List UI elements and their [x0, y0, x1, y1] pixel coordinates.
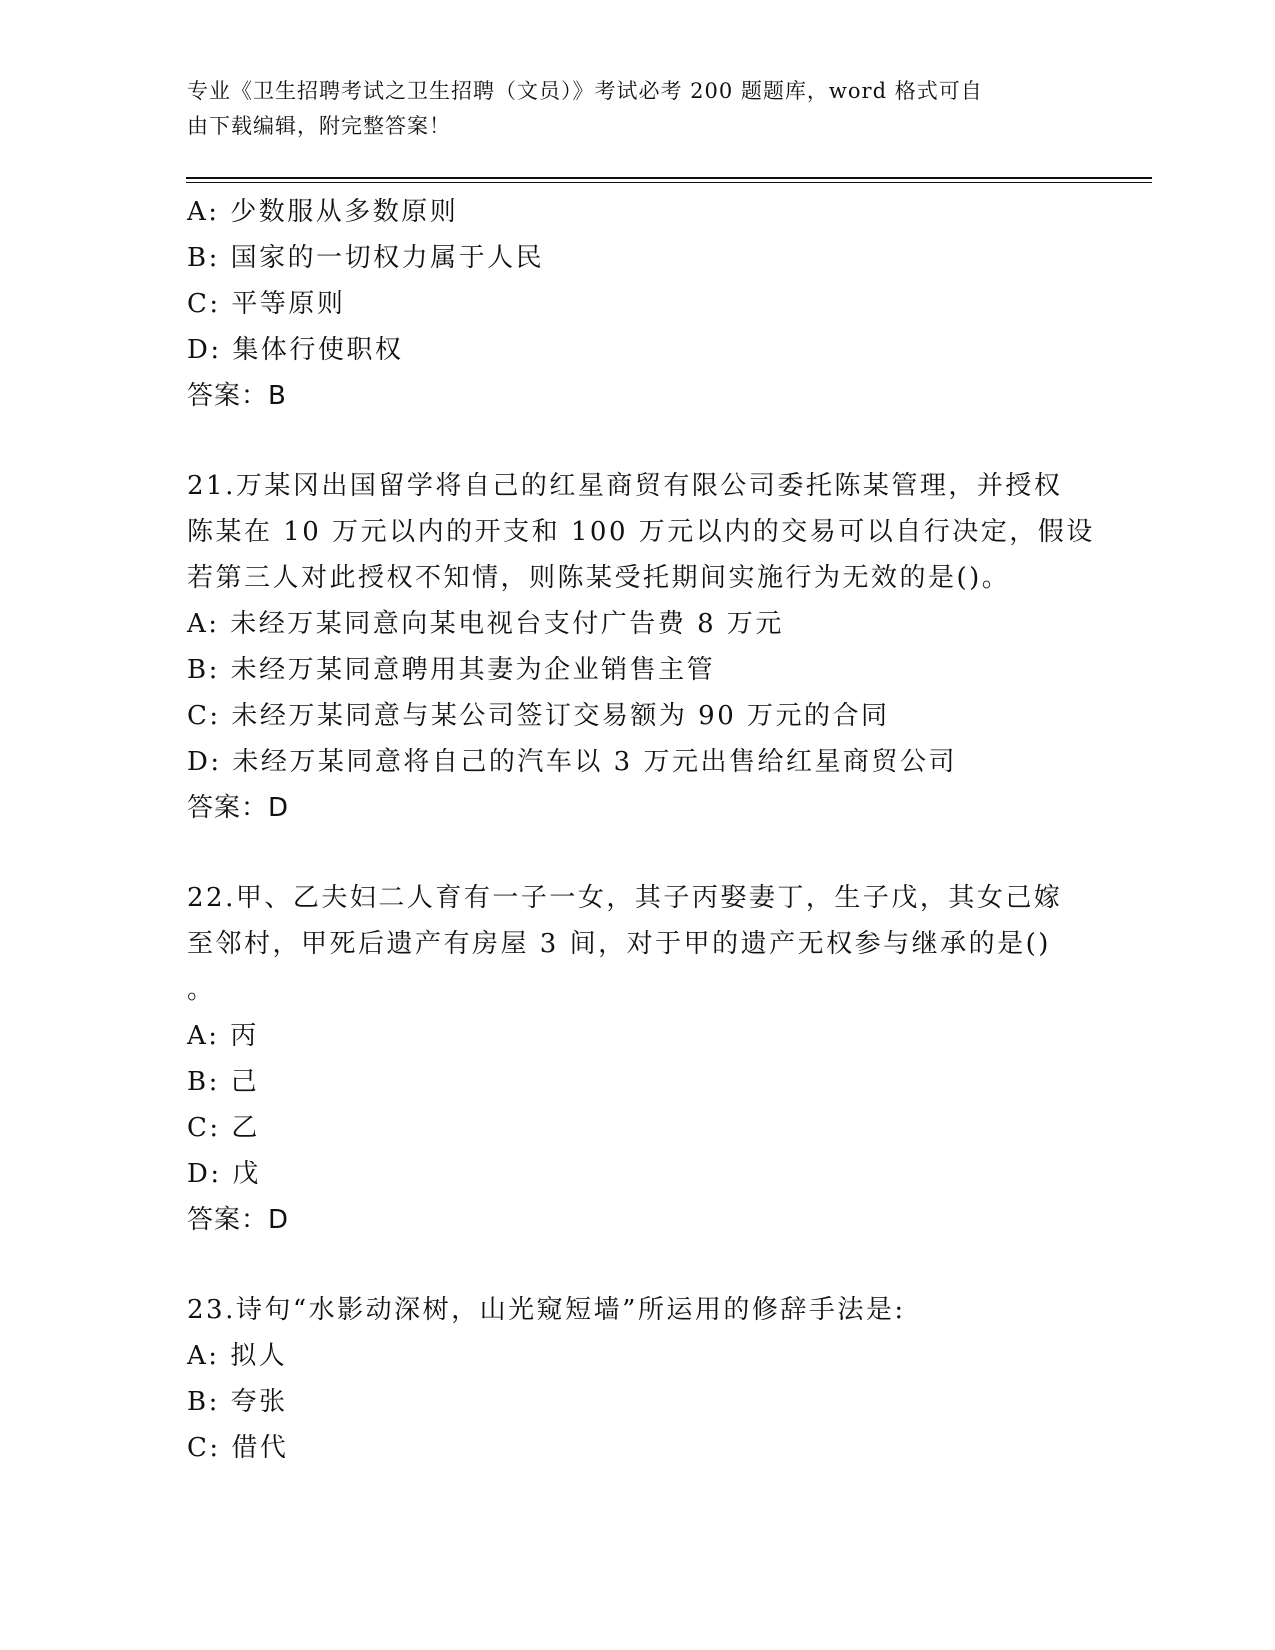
question-stem-line: 23.诗句“水影动深树，山光窥短墙”所运用的修辞手法是:	[187, 1295, 906, 1325]
option-b: B: 国家的一切权力属于人民	[187, 243, 545, 273]
question-stem-line: 若第三人对此授权不知情，则陈某受托期间实施行为无效的是()。	[187, 563, 1011, 593]
option-d: D: 集体行使职权	[187, 335, 404, 365]
option-d: D: 戊	[187, 1159, 261, 1189]
option-a: A: 拟人	[187, 1341, 288, 1371]
question-list	[187, 189, 1095, 1471]
question-block-22	[187, 875, 1067, 1243]
answer-line: 答案：D	[187, 1205, 290, 1235]
spacer	[187, 1243, 1067, 1287]
question-stem-line: 至邻村，甲死后遗产有房屋 3 间，对于甲的遗产无权参与继承的是()	[187, 929, 1051, 959]
answer-line: 答案：B	[187, 381, 287, 411]
option-a: A: 少数服从多数原则	[187, 197, 459, 227]
option-c: C: 平等原则	[187, 289, 346, 319]
option-b: B: 己	[187, 1067, 260, 1097]
option-b: B: 夸张	[187, 1387, 288, 1417]
question-stem-line: 21.万某冈出国留学将自己的红星商贸有限公司委托陈某管理，并授权	[187, 471, 1063, 501]
option-b: B: 未经万某同意聘用其妻为企业销售主管	[187, 655, 716, 685]
answer-line: 答案：D	[187, 793, 290, 823]
question-stem-line: 陈某在 10 万元以内的开支和 100 万元以内的交易可以自行决定，假设	[187, 517, 1095, 547]
option-c: C: 借代	[187, 1433, 289, 1463]
option-d: D: 未经万某同意将自己的汽车以 3 万元出售给红星商贸公司	[187, 747, 957, 777]
spacer	[187, 831, 1067, 875]
option-a: A: 未经万某同意向某电视台支付广告费 8 万元	[187, 609, 784, 639]
header-line-2: 由下载编辑，附完整答案！	[187, 114, 451, 138]
header-divider-thick	[186, 177, 1152, 179]
option-c: C: 乙	[187, 1113, 260, 1143]
header-line-1: 专业《卫生招聘考试之卫生招聘（文员）》考试必考 200 题题库，word 格式可自	[187, 79, 983, 103]
question-block-prev	[187, 189, 1067, 419]
header-divider-thin	[186, 182, 1152, 183]
option-c: C: 未经万某同意与某公司签订交易额为 90 万元的合同	[187, 701, 890, 731]
question-stem-line: 22.甲、乙夫妇二人育有一子一女，其子丙娶妻丁，生子戊，其女己嫁	[187, 883, 1063, 913]
spacer	[187, 419, 1067, 463]
question-stem-line: 。	[187, 975, 216, 1005]
question-block-23	[187, 1287, 1067, 1471]
question-block-21	[187, 463, 1095, 831]
document-header	[187, 74, 1087, 144]
option-a: A: 丙	[187, 1021, 259, 1051]
